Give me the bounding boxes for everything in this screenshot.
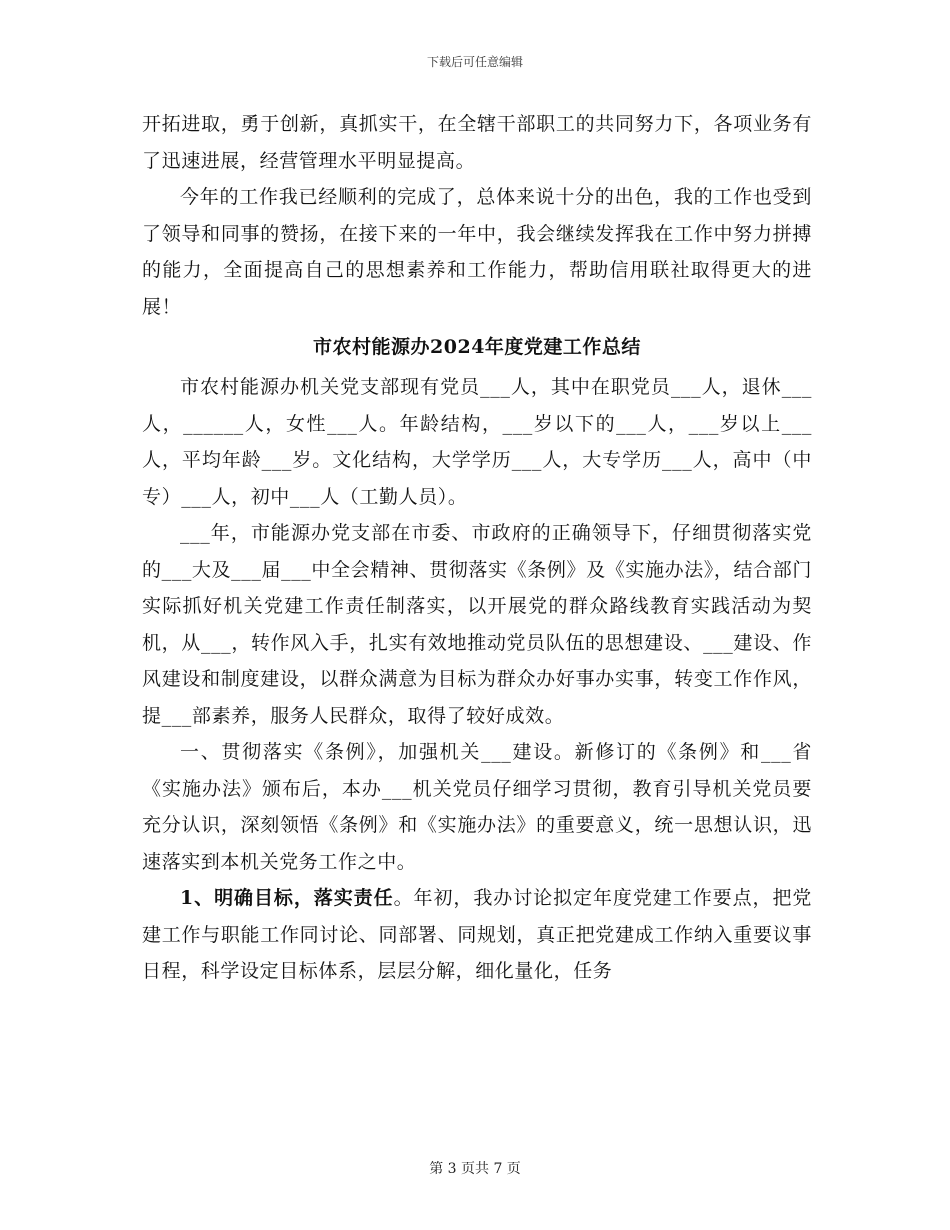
paragraph-year-summary: 今年的工作我已经顺利的完成了，总体来说十分的出色，我的工作也受到了领导和同事的赞扬，在接下来的一年中，我会继续发挥我在工作中努力拼搏的能力，全面提高自己的思想素养和工作能力，帮助信用联社取得更大的进展！	[142, 186, 812, 318]
paragraph-section-one: 一、贯彻落实《条例》，加强机关___建设。新修订的《条例》和___省《实施办法》颁布后，本办___机关党员仔细学习贯彻，教育引导机关党员要充分认识，深刻领悟《条例》和《实施办法》的重要意义，统一思想认识，迅速落实到本机关党务工作之中。	[142, 741, 812, 873]
paragraph-targets-heading: 1、明确目标，落实责任	[180, 887, 394, 909]
page-number: 第 3 页共 7 页	[429, 1161, 521, 1177]
document-title: 市农村能源办2024年度党建工作总结	[313, 336, 641, 358]
paragraph-targets	[142, 880, 812, 990]
page-header: 下载后可任意编辑	[426, 55, 523, 69]
paragraph-continued: 开拓进取，勇于创新，真抓实干，在全辖干部职工的共同努力下，各项业务有了迅速进展，经营管理水平明显提高。	[142, 113, 812, 172]
paragraph-membership: 市农村能源办机关党支部现有党员___人，其中在职党员___人，退休___人，______人，女性___人。年龄结构，___岁以下的___人，___岁以上___人，平均年龄___岁。文化结构，大学学历___人，大专学历___人，高中（中专）___人，初中___人（工勤人员）。	[142, 376, 812, 508]
paragraph-overview: ___年，市能源办党支部在市委、市政府的正确领导下，仔细贯彻落实党的___大及___届___中全会精神、贯彻落实《条例》及《实施办法》，结合部门实际抓好机关党建工作责任制落实，以开展党的群众路线教育实践活动为契机，从___，转作风入手，扎实有效地推动党员队伍的思想建设、___建设、作风建设和制度建设，以群众满意为目标为群众办好事办实事，转变工作作风，提___部素养，服务人民群众，取得了较好成效。	[142, 522, 812, 727]
document-body	[142, 106, 812, 990]
paragraph-targets-text: 。年初，我办讨论拟定年度党建工作要点，把党建工作与职能工作同讨论、同部署、同规划，真正把党建成工作纳入重要议事日程，科学设定目标体系，层层分解，细化量化，任务	[142, 887, 812, 982]
